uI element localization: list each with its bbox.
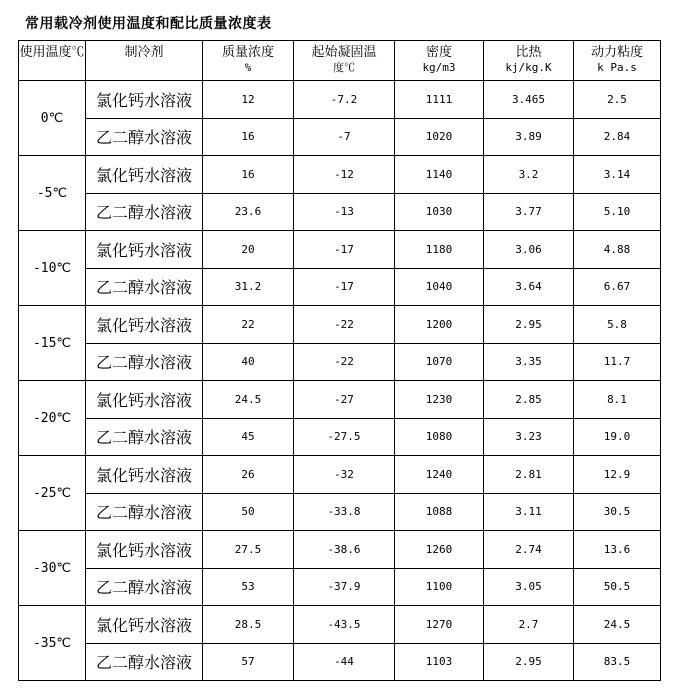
viscosity-cell: 4.88 [574, 231, 661, 269]
column-header-line1: 密度 [425, 44, 452, 59]
specific-heat-cell: 2.85 [484, 381, 574, 419]
specific-heat-cell: 2.95 [484, 306, 574, 344]
table-body [19, 81, 661, 681]
coolant-cell: 乙二醇水溶液 [86, 193, 203, 231]
column-header-line1: 比热 [515, 44, 542, 59]
density-cell: 1240 [395, 456, 484, 494]
specific-heat-cell: 2.74 [484, 531, 574, 569]
column-header-7 [574, 41, 661, 81]
concentration-cell: 57 [203, 643, 294, 681]
concentration-cell: 26 [203, 456, 294, 494]
freezing-temp-cell: -13 [294, 193, 395, 231]
density-cell: 1088 [395, 493, 484, 531]
viscosity-cell: 8.1 [574, 381, 661, 419]
specific-heat-cell: 3.77 [484, 193, 574, 231]
density-cell: 1070 [395, 343, 484, 381]
concentration-cell: 16 [203, 156, 294, 194]
freezing-temp-cell: -43.5 [294, 606, 395, 644]
table-row [19, 531, 661, 569]
specific-heat-cell: 3.05 [484, 568, 574, 606]
specific-heat-cell: 3.89 [484, 118, 574, 156]
freezing-temp-cell: -27.5 [294, 418, 395, 456]
specific-heat-cell: 2.95 [484, 643, 574, 681]
concentration-cell: 40 [203, 343, 294, 381]
freezing-temp-cell: -37.9 [294, 568, 395, 606]
viscosity-cell: 19.0 [574, 418, 661, 456]
viscosity-cell: 2.5 [574, 81, 661, 119]
coolant-cell: 乙二醇水溶液 [86, 268, 203, 306]
table-row [19, 343, 661, 381]
column-header-line2: % [244, 61, 252, 74]
density-cell: 1230 [395, 381, 484, 419]
table-row [19, 568, 661, 606]
specific-heat-cell: 3.2 [484, 156, 574, 194]
column-header-1 [19, 41, 86, 81]
table-row [19, 606, 661, 644]
concentration-cell: 12 [203, 81, 294, 119]
viscosity-cell: 83.5 [574, 643, 661, 681]
freezing-temp-cell: -7 [294, 118, 395, 156]
column-header-line2: kj/kg.K [505, 61, 552, 74]
specific-heat-cell: 3.465 [484, 81, 574, 119]
concentration-cell: 31.2 [203, 268, 294, 306]
table-row [19, 493, 661, 531]
coolant-cell: 氯化钙水溶液 [86, 81, 203, 119]
specific-heat-cell: 3.35 [484, 343, 574, 381]
temperature-cell: -35℃ [19, 606, 86, 681]
table-row [19, 156, 661, 194]
coolant-cell: 氯化钙水溶液 [86, 456, 203, 494]
density-cell: 1140 [395, 156, 484, 194]
viscosity-cell: 3.14 [574, 156, 661, 194]
temperature-cell: -30℃ [19, 531, 86, 606]
concentration-cell: 16 [203, 118, 294, 156]
column-header-line1: 使用温度℃ [19, 44, 85, 59]
coolant-cell: 氯化钙水溶液 [86, 381, 203, 419]
freezing-temp-cell: -22 [294, 343, 395, 381]
density-cell: 1030 [395, 193, 484, 231]
column-header-line2: k Pa.s [597, 61, 637, 74]
coolant-cell: 乙二醇水溶液 [86, 343, 203, 381]
table-row [19, 418, 661, 456]
freezing-temp-cell: -12 [294, 156, 395, 194]
table-row [19, 456, 661, 494]
coolant-cell: 乙二醇水溶液 [86, 418, 203, 456]
coolant-cell: 乙二醇水溶液 [86, 118, 203, 156]
coolant-properties-table [18, 40, 661, 681]
specific-heat-cell: 2.7 [484, 606, 574, 644]
density-cell: 1111 [395, 81, 484, 119]
column-header-line2: kg/m3 [422, 61, 456, 74]
viscosity-cell: 6.67 [574, 268, 661, 306]
column-header-line1: 动力粘度 [590, 44, 643, 59]
column-header-line1: 起始凝固温 [311, 44, 377, 59]
table-row [19, 81, 661, 119]
concentration-cell: 53 [203, 568, 294, 606]
density-cell: 1040 [395, 268, 484, 306]
table-header [19, 41, 661, 81]
viscosity-cell: 5.10 [574, 193, 661, 231]
density-cell: 1100 [395, 568, 484, 606]
specific-heat-cell: 3.23 [484, 418, 574, 456]
coolant-cell: 乙二醇水溶液 [86, 568, 203, 606]
viscosity-cell: 30.5 [574, 493, 661, 531]
specific-heat-cell: 3.64 [484, 268, 574, 306]
temperature-cell: -5℃ [19, 156, 86, 231]
concentration-cell: 22 [203, 306, 294, 344]
column-header-4 [294, 41, 395, 81]
freezing-temp-cell: -17 [294, 231, 395, 269]
viscosity-cell: 24.5 [574, 606, 661, 644]
density-cell: 1103 [395, 643, 484, 681]
viscosity-cell: 12.9 [574, 456, 661, 494]
freezing-temp-cell: -7.2 [294, 81, 395, 119]
coolant-cell: 氯化钙水溶液 [86, 306, 203, 344]
freezing-temp-cell: -17 [294, 268, 395, 306]
temperature-cell: -15℃ [19, 306, 86, 381]
concentration-cell: 27.5 [203, 531, 294, 569]
table-row [19, 643, 661, 681]
freezing-temp-cell: -27 [294, 381, 395, 419]
concentration-cell: 45 [203, 418, 294, 456]
concentration-cell: 23.6 [203, 193, 294, 231]
density-cell: 1020 [395, 118, 484, 156]
column-header-2 [86, 41, 203, 81]
temperature-cell: -10℃ [19, 231, 86, 306]
column-header-line1: 质量浓度 [221, 44, 274, 59]
freezing-temp-cell: -44 [294, 643, 395, 681]
freezing-temp-cell: -32 [294, 456, 395, 494]
coolant-cell: 乙二醇水溶液 [86, 493, 203, 531]
column-header-5 [395, 41, 484, 81]
table-row [19, 268, 661, 306]
table-row [19, 306, 661, 344]
density-cell: 1180 [395, 231, 484, 269]
table-row [19, 118, 661, 156]
density-cell: 1080 [395, 418, 484, 456]
concentration-cell: 50 [203, 493, 294, 531]
column-header-line1: 制冷剂 [124, 44, 164, 59]
temperature-cell: -20℃ [19, 381, 86, 456]
coolant-cell: 氯化钙水溶液 [86, 531, 203, 569]
freezing-temp-cell: -33.8 [294, 493, 395, 531]
specific-heat-cell: 3.11 [484, 493, 574, 531]
freezing-temp-cell: -38.6 [294, 531, 395, 569]
viscosity-cell: 50.5 [574, 568, 661, 606]
density-cell: 1270 [395, 606, 484, 644]
table-row [19, 193, 661, 231]
concentration-cell: 20 [203, 231, 294, 269]
column-header-6 [484, 41, 574, 81]
concentration-cell: 24.5 [203, 381, 294, 419]
freezing-temp-cell: -22 [294, 306, 395, 344]
specific-heat-cell: 3.06 [484, 231, 574, 269]
specific-heat-cell: 2.81 [484, 456, 574, 494]
column-header-3 [203, 41, 294, 81]
table-header-row [19, 41, 661, 81]
viscosity-cell: 2.84 [574, 118, 661, 156]
temperature-cell: -25℃ [19, 456, 86, 531]
viscosity-cell: 5.8 [574, 306, 661, 344]
coolant-cell: 氯化钙水溶液 [86, 606, 203, 644]
table-row [19, 231, 661, 269]
coolant-cell: 氯化钙水溶液 [86, 231, 203, 269]
viscosity-cell: 13.6 [574, 531, 661, 569]
coolant-cell: 乙二醇水溶液 [86, 643, 203, 681]
viscosity-cell: 11.7 [574, 343, 661, 381]
density-cell: 1200 [395, 306, 484, 344]
table-row [19, 381, 661, 419]
concentration-cell: 28.5 [203, 606, 294, 644]
density-cell: 1260 [395, 531, 484, 569]
temperature-cell: 0℃ [19, 81, 86, 156]
column-header-line2: 度℃ [333, 61, 355, 74]
page-title: 常用载冷剂使用温度和配比质量浓度表 [25, 15, 272, 31]
coolant-cell: 氯化钙水溶液 [86, 156, 203, 194]
